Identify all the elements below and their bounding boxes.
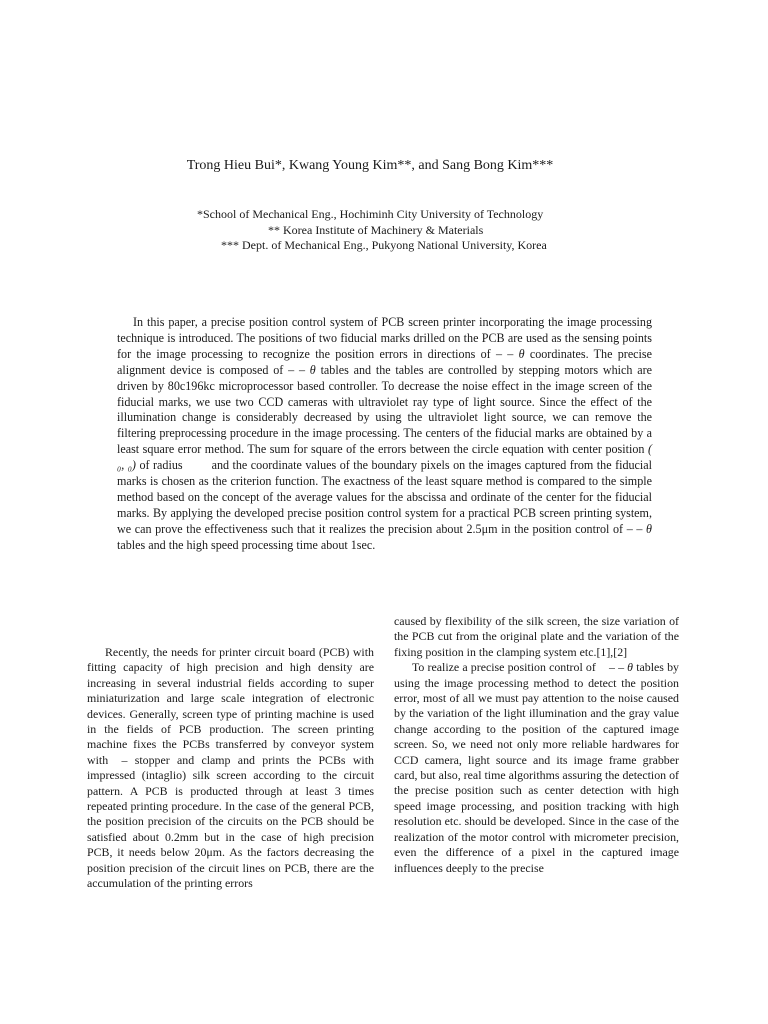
intro-text-2: stopper and clamp and prints the PCBs with impressed (intaglio) silk screen according to the circuit pattern. A PCB is producted through at least 3 times repeated printing procedure. In the case of the general PCB, the position precision of the circuits on the PCB should be satisfied about 0.2mm but in the case of high precision PCB, it needs below 20μm. As the factors decreasing the position precision of the circuit lines on PCB, there are the accumulation of the printing errors: [87, 752, 374, 891]
abstract-text-1: In this paper, a precise position control system of PCB screen printer incorporating the image processing technique is introduced. The positions of two fiducial marks drilled on the PCB are used as the sensing points for the image processing to recognize the position errors in directions of: [117, 315, 652, 361]
abstract-text-3: tables and the tables are controlled by stepping motors which are driven by 80c196kc microprocessor based controller. To decrease the noise effect in the image screen of the fiducial marks, we use two CCD cameras with ultraviolet ray type of light source. Since the effect of the illumination change is considerably decreased by using the ultraviolet light source, we can remove the filtering preprocessing procedure in the image processing. The centers of the fiducial marks are obtained by a least square error method. The sum for square of the errors between the circle equation with center position: [117, 362, 652, 457]
body-column-left: [87, 645, 374, 892]
author-list: Trong Hieu Bui*, Kwang Young Kim**, and Sang Bong Kim***: [186, 158, 554, 173]
xy-theta-symbol: – – θ: [608, 660, 634, 675]
x-symbol: –: [121, 752, 128, 767]
continued-paragraph: caused by flexibility of the silk screen, the size variation of the PCB cut from the original plate and the variation of the fixing position in the clamping system etc.[1],[2]: [394, 614, 679, 659]
intro-paragraph: [87, 645, 374, 892]
affiliation-1: *School of Mechanical Eng., Hochiminh City University of Technology: [197, 207, 544, 221]
xy-theta-symbol: – – θ: [626, 521, 652, 536]
abstract-paragraph: [117, 315, 652, 554]
abstract-text-4: of radius: [139, 458, 183, 473]
second-paragraph: [394, 660, 679, 876]
xy-theta-symbol: – – θ: [288, 362, 316, 377]
abstract-text-5: and the coordinate values of the boundary pixels on the images captured from the fiducial marks is chosen as the criterion function. The exactness of the least square method is compared to the simple method based on the concept of the average values for the abscissa and ordinate of the center for the fiducial marks. By applying the developed precise position control system for a practical PCB screen printing system, we can prove the effectiveness such that it realizes the precision about 2.5μm in the position control of: [117, 458, 653, 536]
center-position-symbol: ( ₀, ₀): [117, 442, 652, 473]
affiliation-3: *** Dept. of Mechanical Eng., Pukyong National University, Korea: [221, 238, 547, 252]
affiliation-2: ** Korea Institute of Machinery & Materials: [268, 222, 484, 237]
xy-theta-symbol: – – θ: [495, 346, 525, 361]
abstract: [117, 315, 652, 554]
body-column-right: [394, 614, 679, 876]
second-text-1: To realize a precise position control of: [412, 660, 596, 675]
abstract-text-2: coordinates. The precise alignment device is composed of: [117, 346, 652, 377]
abstract-text-6: tables and the high speed processing time about 1sec.: [117, 537, 376, 552]
second-text-2: tables by using the image processing method to detect the position error, most of all we must pay attention to the noise caused by the variation of the light illumination and the gray value change according to the position of the captured image screen. So, we need not only more reliable hardwares for CCD camera, light source and its image frame grabber card, but also, real time algorithms assuring the detection of the precise position such as center detection with high speed image processing, and position tracking with high resolution etc. should be developed. Since in the case of the realization of the motor control with micrometer precision, even the difference of a pixel in the captured image influences deeply to the precise: [394, 660, 679, 875]
affiliation-block: [0, 207, 768, 254]
intro-text-1: Recently, the needs for printer circuit board (PCB) with fitting capacity of high precision and high density are increasing in several industrial fields according to super miniaturization and large scale integration of electronic devices. Generally, screen type of printing machine is used in the fields of PCB production. The screen printing machine fixes the PCBs transferred by conveyor system with: [87, 645, 374, 767]
